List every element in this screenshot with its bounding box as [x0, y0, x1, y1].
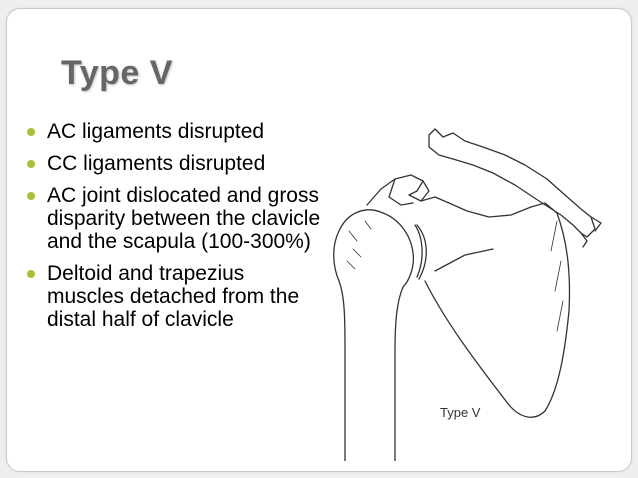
scapula-shape — [425, 213, 570, 417]
bullet-item — [21, 120, 321, 143]
slide — [6, 8, 632, 472]
bullet-text: AC ligaments disrupted — [47, 120, 265, 143]
bullet-text: CC ligaments disrupted — [47, 152, 266, 175]
figure-caption: Type V — [440, 405, 481, 420]
glenoid-shape — [415, 225, 426, 279]
bullet-dot-icon — [27, 270, 35, 278]
bullet-list — [21, 120, 321, 340]
humeral-head-shape — [334, 210, 383, 461]
bullet-dot-icon — [27, 128, 35, 136]
bullet-item — [21, 152, 321, 175]
bullet-item — [21, 262, 321, 331]
bullet-dot-icon — [27, 160, 35, 168]
bullet-text: Deltoid and trapezius muscles detached from the distal half of clavicle — [47, 262, 300, 331]
bullet-text: AC joint dislocated and gross disparity between the clavicle and the scapula (100-300%) — [47, 184, 321, 253]
slide-title-numeral: V — [149, 54, 173, 92]
acromion-shape — [367, 175, 557, 217]
slide-title — [61, 54, 173, 93]
slide-title-main: Type — [61, 54, 150, 92]
clavicle-shape — [429, 129, 595, 237]
bullet-dot-icon — [27, 192, 35, 200]
bullet-item — [21, 184, 321, 253]
